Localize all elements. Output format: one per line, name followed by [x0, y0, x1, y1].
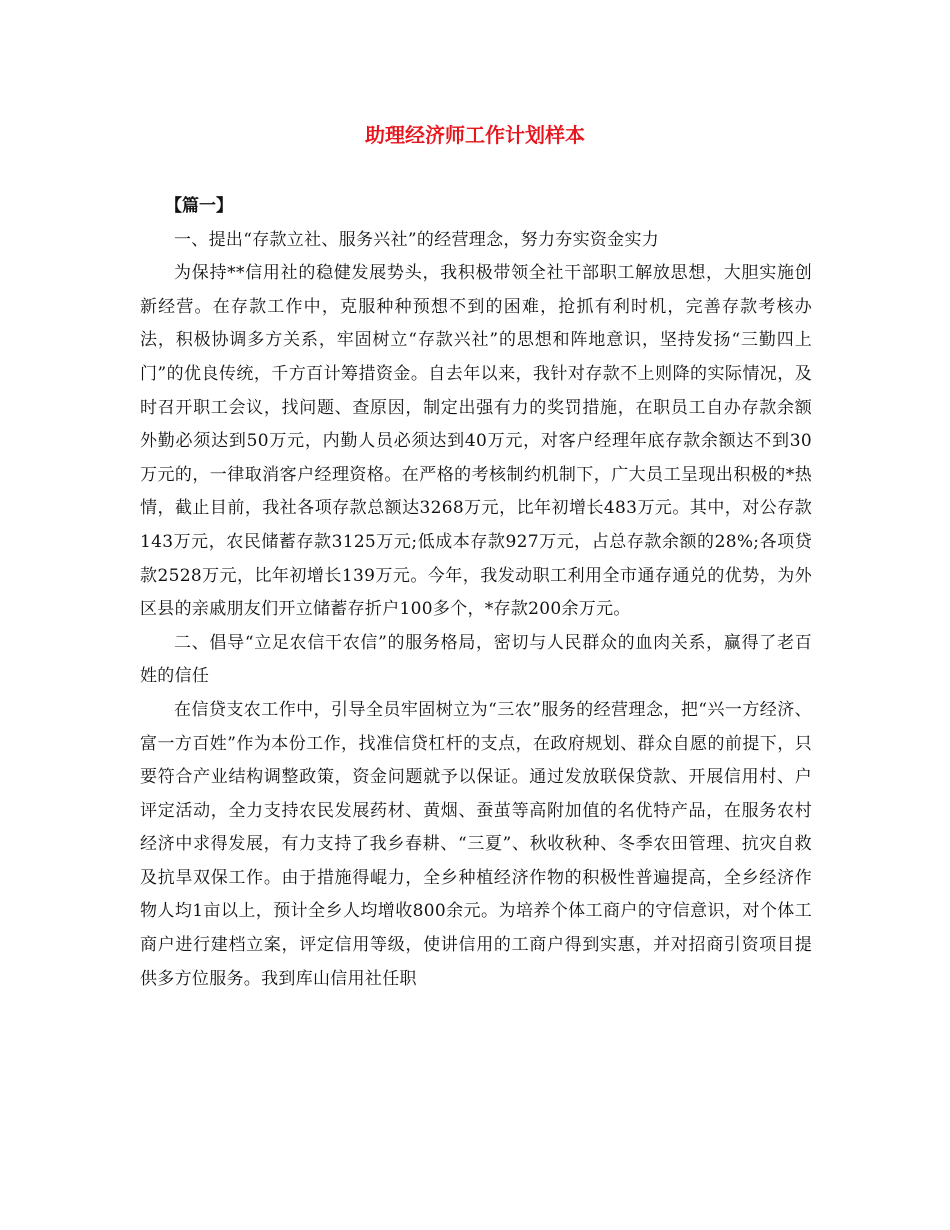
paragraph-heading-1: 一、提出“存款立社、服务兴社”的经营理念，努力夯实资金实力	[174, 229, 660, 250]
paragraph-1: 为保持**信用社的稳健发展势头，我积极带领全社干部职工解放思想，大胆实施创新经营。在存款工作中，克服种种预想不到的困难，抢抓有利时机，完善存款考核办法，积极协调多方关系，牢固树立“存款兴社”的思想和阵地意识，坚持发扬“三勤四上门”的优良传统，千方百计筹措资金。自去年以来，我针对存款不上则降的实际情况，及时召开职工会议，找问题、查原因，制定出强有力的奖罚措施，在职员工自办存款余额外勤必须达到50万元，内勤人员必须达到40万元，对客户经理年底存款余额达不到30万元的，一律取消客户经理资格。在严格的考核制约机制下，广大员工呈现出积极的*热情，截止目前，我社各项存款总额达3268万元，比年初增长483万元。其中，对公存款143万元，农民储蓄存款3125万元;低成本存款927万元，占总存款余额的28%;各项贷款2528万元，比年初增长139万元。今年，我发动职工利用全市通存通兑的优势，为外区县的亲戚朋友们开立储蓄存折户100多个，*存款200余万元。	[140, 263, 812, 620]
document-title: 助理经济师工作计划样本	[365, 123, 585, 147]
section-label: 【篇一】	[165, 196, 233, 216]
paragraph-2: 在信贷支农工作中，引导全员牢固树立为“三农”服务的经营理念，把“兴一方经济、富一方百姓”作为本份工作，找准信贷杠杆的支点，在政府规划、群众自愿的前提下，只要符合产业结构调整政策，资金问题就予以保证。通过发放联保贷款、开展信用村、户评定活动，全力支持农民发展药材、黄烟、蚕茧等高附加值的名优特产品，在服务农村经济中求得发展，有力支持了我乡春耕、“三夏”、秋收秋种、冬季农田管理、抗灾自救及抗旱双保工作。由于措施得崐力，全乡种植经济作物的积极性普遍提高，全乡经济作物人均1亩以上，预计全乡人均增收800余元。为培养个体工商户的守信意识，对个体工商户进行建档立案，评定信用等级，使讲信用的工商户得到实惠，并对招商引资项目提供多方位服务。我到库山信用社任职	[140, 699, 812, 989]
document-body	[140, 190, 812, 996]
paragraph-heading-2: 二、倡导“立足农信干农信”的服务格局，密切与人民群众的血肉关系，赢得了老百姓的信任	[140, 632, 812, 687]
